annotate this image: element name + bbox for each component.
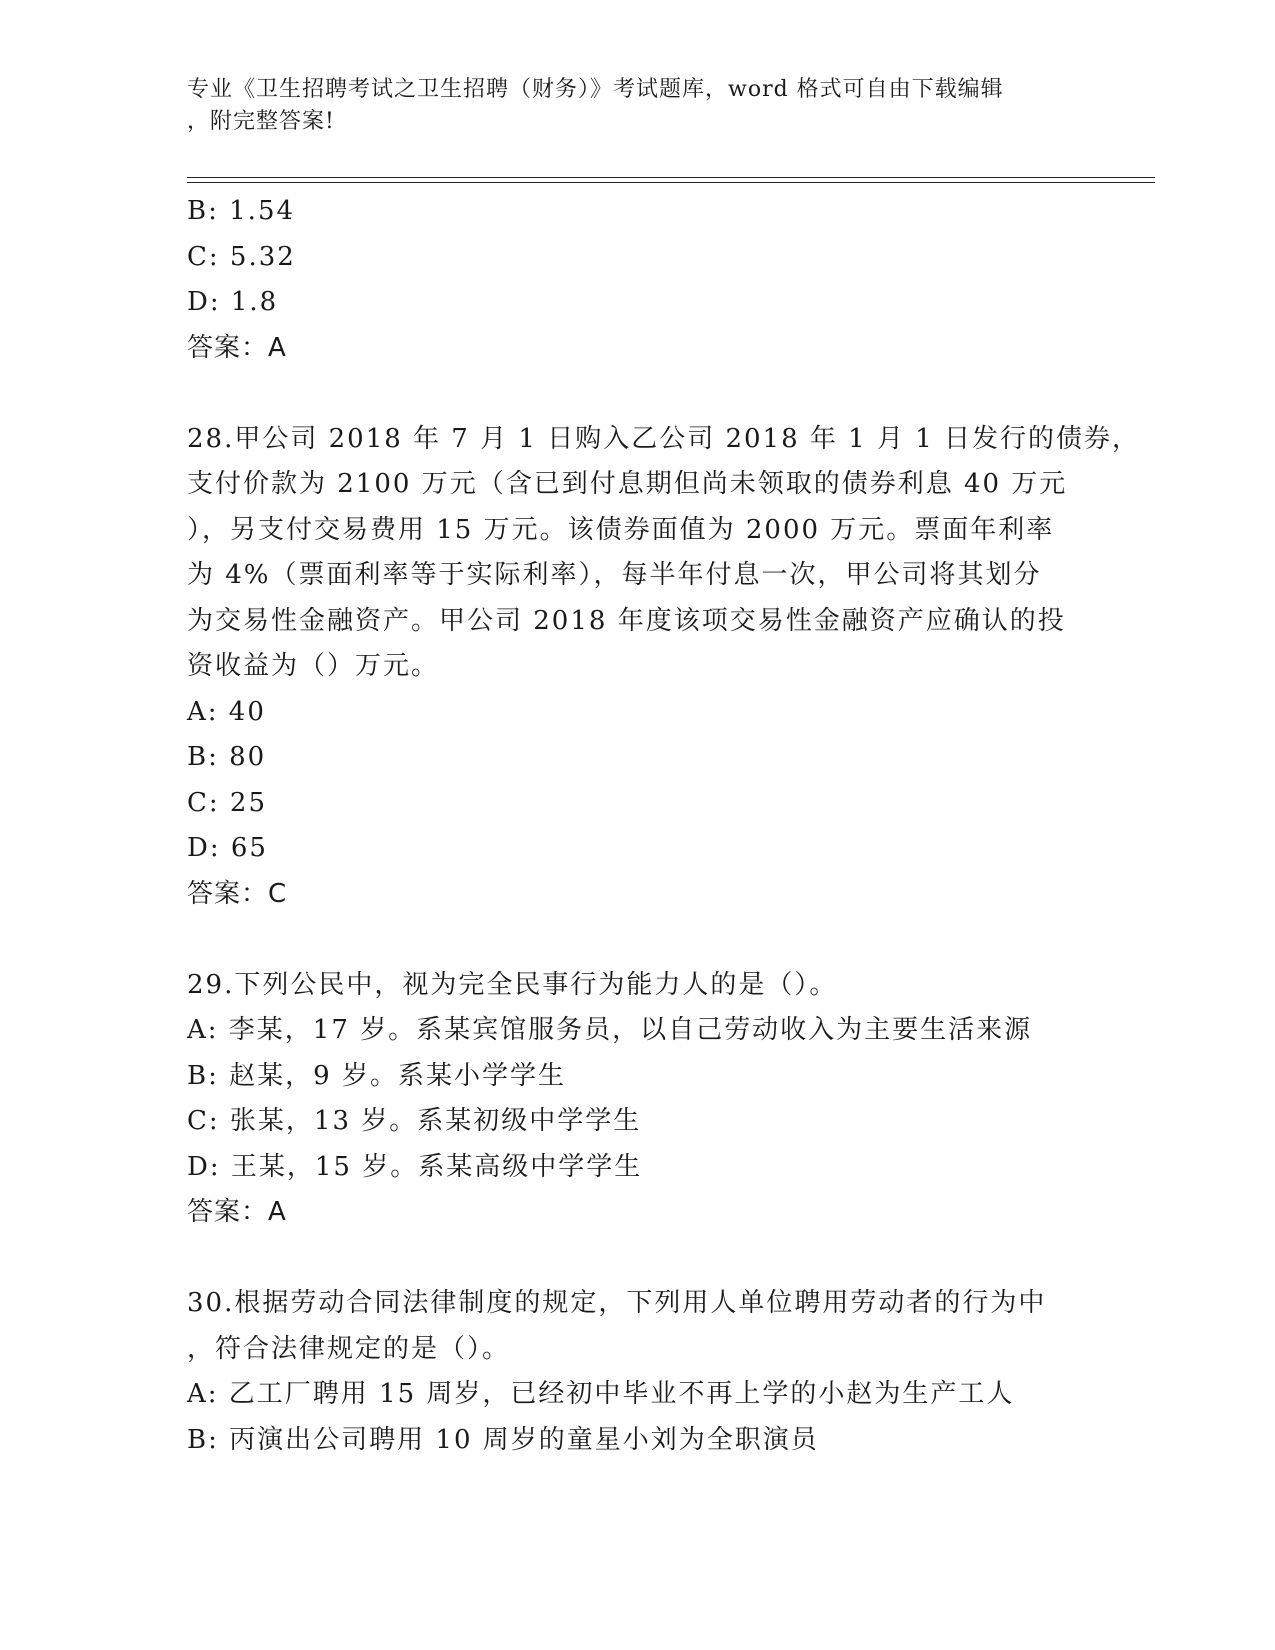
answer: 答案：A bbox=[187, 1197, 287, 1227]
question-29 bbox=[187, 963, 1157, 1236]
question-30 bbox=[187, 1281, 1157, 1463]
question-text-line: ），另支付交易费用 15 万元。该债券面值为 2000 万元。票面年利率 bbox=[187, 514, 1055, 545]
header-divider-top bbox=[187, 177, 1155, 178]
question-text-line: 30.根据劳动合同法律制度的规定，下列用人单位聘用劳动者的行为中 bbox=[187, 1288, 1047, 1318]
question-text-line: 为 4%（票面利率等于实际利率），每半年付息一次，甲公司将其划分 bbox=[187, 560, 1042, 590]
option-a: A: 李某，17 岁。系某宾馆服务员，以自己劳动收入为主要生活来源 bbox=[187, 1015, 1033, 1045]
answer: 答案：A bbox=[187, 332, 287, 363]
option-b: B: 赵某，9 岁。系某小学学生 bbox=[187, 1060, 566, 1091]
question-28 bbox=[187, 417, 1157, 918]
header-line-1: 专业《卫生招聘考试之卫生招聘（财务）》考试题库，word 格式可自由下载编辑 bbox=[187, 77, 1004, 102]
spacer bbox=[187, 371, 1157, 417]
option-c: C: 25 bbox=[187, 787, 268, 818]
answer: 答案：C bbox=[187, 878, 288, 909]
question-text-line: 资收益为（）万元。 bbox=[187, 651, 440, 681]
spacer bbox=[187, 1236, 1157, 1282]
header-divider-bottom bbox=[187, 182, 1155, 183]
option-a: A: 40 bbox=[187, 696, 266, 727]
option-d: D: 1.8 bbox=[187, 287, 279, 317]
option-b: B: 丙演出公司聘用 10 周岁的童星小刘为全职演员 bbox=[187, 1424, 819, 1455]
document-body bbox=[187, 189, 1157, 1463]
option-a: A: 乙工厂聘用 15 周岁，已经初中毕业不再上学的小赵为生产工人 bbox=[187, 1379, 1015, 1409]
option-c: C: 张某，13 岁。系某初级中学学生 bbox=[187, 1106, 642, 1136]
question-text-line: 支付价款为 2100 万元（含已到付息期但尚未领取的债券利息 40 万元 bbox=[187, 469, 1068, 499]
question-text-line: 28.甲公司 2018 年 7 月 1 日购入乙公司 2018 年 1 月 1 日发行的债券， bbox=[187, 423, 1141, 454]
question-text-line: 为交易性金融资产。甲公司 2018 年度该项交易性金融资产应确认的投 bbox=[187, 605, 1066, 636]
option-b: B: 1.54 bbox=[187, 196, 296, 226]
question-text-line: 29.下列公民中，视为完全民事行为能力人的是（）。 bbox=[187, 969, 838, 1000]
page-header bbox=[187, 74, 1087, 138]
option-d: D: 王某，15 岁。系某高级中学学生 bbox=[187, 1151, 643, 1182]
question-27-continued bbox=[187, 189, 1157, 371]
header-line-2: ，附完整答案! bbox=[187, 109, 335, 134]
option-b: B: 80 bbox=[187, 742, 267, 772]
option-c: C: 5.32 bbox=[187, 241, 296, 272]
option-d: D: 65 bbox=[187, 833, 268, 863]
spacer bbox=[187, 917, 1157, 963]
question-text-line: ，符合法律规定的是（）。 bbox=[187, 1333, 511, 1364]
